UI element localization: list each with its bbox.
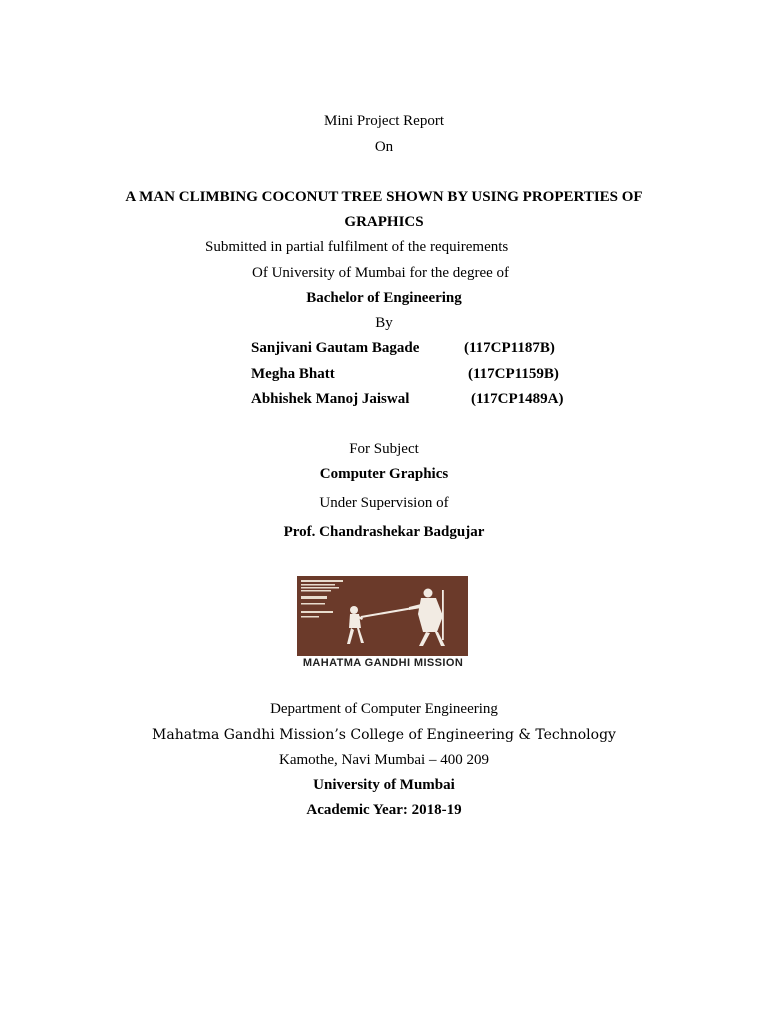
logo-figures-graphic: [297, 576, 468, 656]
college-name: Mahatma Gandhi Mission’s College of Engineering & Technology: [152, 727, 616, 743]
author-2-name: Megha Bhatt: [251, 366, 335, 382]
academic-year: Academic Year: 2018-19: [306, 802, 462, 818]
submission-line-1: Submitted in partial fulfilment of the requirements: [205, 239, 509, 255]
author-3-id: (117CP1489A): [471, 391, 564, 407]
project-title-line-1: A MAN CLIMBING COCONUT TREE SHOWN BY USING PROPERTIES OF: [125, 189, 643, 205]
college-address: Kamothe, Navi Mumbai – 400 209: [279, 752, 489, 768]
supervisor-name: Prof. Chandrashekar Badgujar: [283, 524, 485, 540]
submission-line-2: Of University of Mumbai for the degree of: [252, 265, 510, 281]
subject-name: Computer Graphics: [319, 466, 449, 482]
degree-name: Bachelor of Engineering: [306, 290, 462, 306]
author-1-name: Sanjivani Gautam Bagade: [251, 340, 420, 356]
department-name: Department of Computer Engineering: [270, 701, 498, 717]
report-on: On: [374, 139, 394, 155]
author-2-id: (117CP1159B): [468, 366, 559, 382]
author-1-id: (117CP1187B): [464, 340, 555, 356]
university-name: University of Mumbai: [313, 777, 455, 793]
mahatma-gandhi-mission-logo-icon: [297, 576, 468, 656]
subject-label: For Subject: [349, 441, 419, 457]
report-type: Mini Project Report: [324, 113, 444, 129]
logo-caption: MAHATMA GANDHI MISSION: [302, 657, 464, 669]
author-3-name: Abhishek Manoj Jaiswal: [251, 391, 410, 407]
by-label: By: [375, 315, 393, 331]
project-title-line-2: GRAPHICS: [344, 214, 424, 230]
supervision-label: Under Supervision of: [319, 495, 449, 511]
